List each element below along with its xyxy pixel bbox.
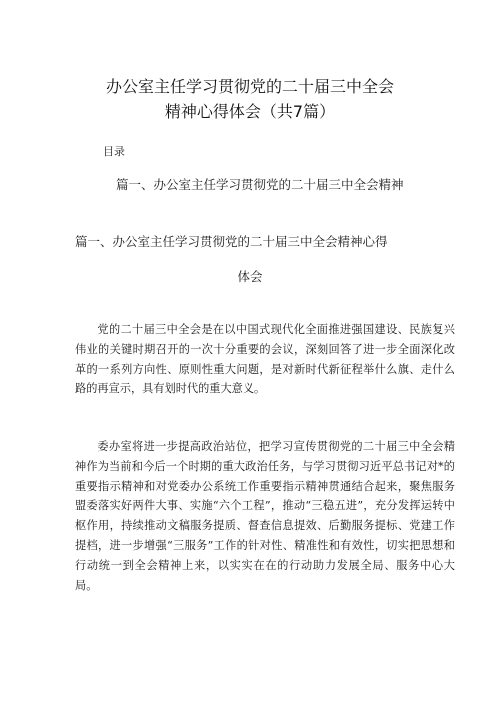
body-paragraph-1: 党的二十届三中全会是在以中国式现代化全面推进强国建设、民族复兴伟业的关键时期召开的一次十分重要的会议，深刻回答了进一步全面深化改革的一系列方向性、原则性重大问题，是对新时代新征程举什么旗、走什么路的再宣示，具有划时代的重大意义。	[75, 323, 455, 396]
section-heading-continued: 体会	[237, 269, 263, 284]
toc-label: 目录	[103, 145, 125, 158]
section-heading: 篇一、办公室主任学习贯彻党的二十届三中全会精神心得	[75, 234, 388, 249]
toc-item-1[interactable]: 篇一、办公室主任学习贯彻党的二十届三中全会精神	[116, 177, 404, 192]
body-paragraph-2: 委办室将进一步提高政治站位，把学习宣传贯彻党的二十届三中全会精神作为当前和今后一个时期的重大政治任务，与学习贯彻习近平总书记对*的重要指示精神和对党委办公系统工作重要指示精神贯通结合起来，聚焦服务盟委落实好两件大事、实施“六个工程”，推动“三稳五进”，充分发挥运转中枢作用，持续推动文稿服务提质、督查信息提效、后勤服务提标、党建工作提档，进一步增强“三服务”工作的针对性、精准性和有效性，切实把思想和行动统一到全会精神上来，以实实在在的行动助力发展全局、服务中心大局。	[75, 440, 455, 592]
document-title-line2: 精神心得体会（共7篇）	[164, 102, 336, 121]
document-title-line1: 办公室主任学习贯彻党的二十届三中全会	[105, 77, 394, 96]
